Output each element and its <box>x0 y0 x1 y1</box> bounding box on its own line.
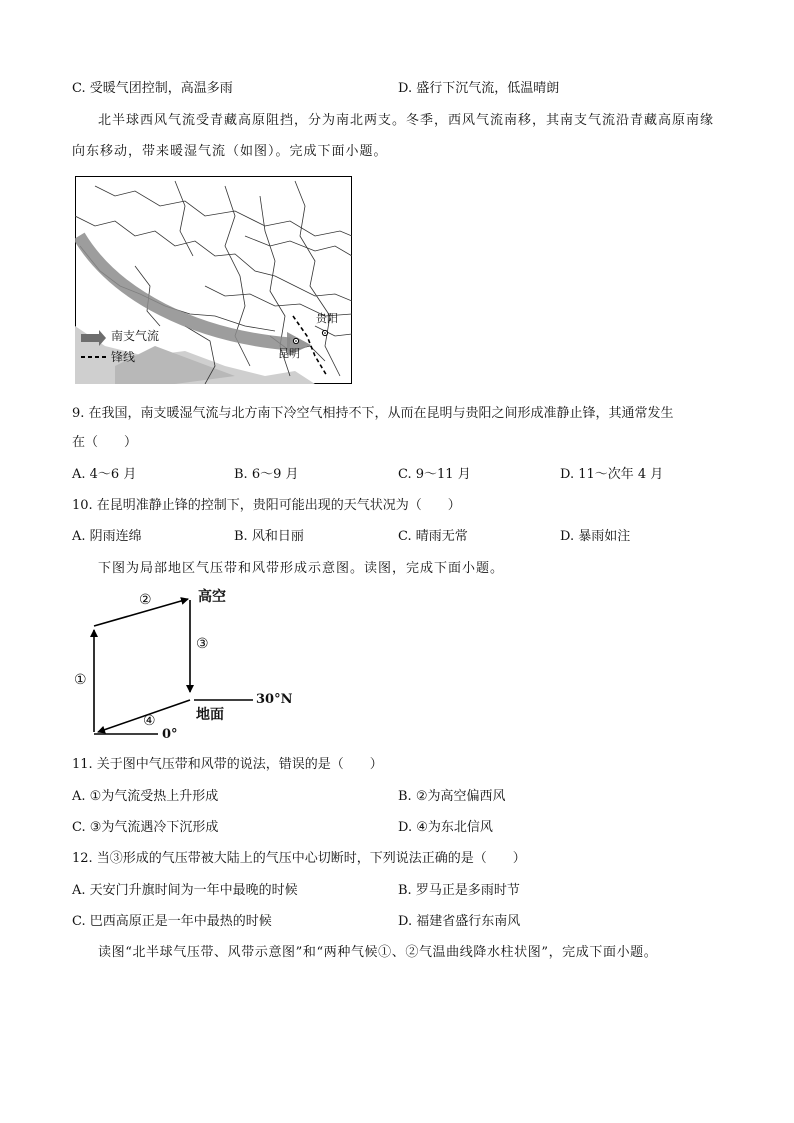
q11-option-a: A. ①为气流受热上升形成 <box>72 789 219 804</box>
legend-south-branch-label: 南支气流 <box>111 329 160 343</box>
q10-option-a: A. 阴雨连绵 <box>72 529 142 544</box>
q10-option-b: B. 风和日丽 <box>234 529 304 544</box>
label-3: ③ <box>196 636 209 652</box>
q9-option-b: B. 6～9 月 <box>234 467 299 482</box>
upper-air-label: 高空 <box>198 589 226 605</box>
q10-stem: 10. 在昆明准静止锋的控制下，贵阳可能出现的天气状况为（ ） <box>72 498 461 513</box>
intro-paragraph-3: 读图“北半球气压带、风带示意图”和“两种气候①、②气温曲线降水柱状图”，完成下面小题。 <box>98 945 658 960</box>
intro-paragraph-line-1: 北半球西风气流受青藏高原阻挡，分为南北两支。冬季，西风气流南移，其南支气流沿青藏高原南缘 <box>98 113 715 128</box>
city-kunming-label: 昆明 <box>278 347 300 360</box>
label-2: ② <box>139 592 152 608</box>
q10-option-c: C. 晴雨无常 <box>398 529 468 544</box>
q11-option-b: B. ②为高空偏西风 <box>398 789 506 804</box>
q11-option-c: C. ③为气流遇冷下沉形成 <box>72 820 219 835</box>
lat-30n-label: 30°N <box>256 692 293 707</box>
legend-front-label: 锋线 <box>111 350 136 364</box>
q11-stem: 11. 关于图中气压带和风带的说法，错误的是（ ） <box>72 757 383 772</box>
q9-stem-line-2: 在（ ） <box>72 435 138 450</box>
label-4: ④ <box>143 713 156 729</box>
q9-option-d: D. 11～次年 4 月 <box>560 467 664 482</box>
q10-option-d: D. 暴雨如注 <box>560 529 631 544</box>
q12-stem: 12. 当③形成的气压带被大陆上的气压中心切断时，下列说法正确的是（ ） <box>72 851 526 866</box>
southern-branch-map <box>75 176 352 384</box>
q8-option-c: C. 受暖气团控制，高温多雨 <box>72 81 233 96</box>
label-1: ① <box>74 672 87 688</box>
ground-label: 地面 <box>196 707 224 723</box>
circulation-diagram <box>70 588 310 748</box>
q8-option-d: D. 盛行下沉气流，低温晴朗 <box>398 81 560 96</box>
q11-option-d: D. ④为东北信风 <box>398 820 493 835</box>
intro-paragraph-2: 下图为局部地区气压带和风带形成示意图。读图，完成下面小题。 <box>98 561 505 576</box>
q12-option-a: A. 天安门升旗时间为一年中最晚的时候 <box>72 883 298 898</box>
q12-option-d: D. 福建省盛行东南风 <box>398 914 521 929</box>
q12-option-c: C. 巴西高原正是一年中最热的时候 <box>72 914 272 929</box>
lat-0-label: 0° <box>162 727 178 742</box>
city-guiyang-label: 贵阳 <box>316 312 338 325</box>
q9-option-c: C. 9～11 月 <box>398 467 471 482</box>
q12-option-b: B. 罗马正是多雨时节 <box>398 883 520 898</box>
q9-stem-line-1: 9. 在我国，南支暖湿气流与北方南下冷空气相持不下，从而在昆明与贵阳之间形成准静止锋，其通常发生 <box>72 406 674 421</box>
q9-option-a: A. 4～6 月 <box>72 467 137 482</box>
intro-paragraph-line-2: 向东移动，带来暖湿气流（如图）。完成下面小题。 <box>72 144 388 159</box>
